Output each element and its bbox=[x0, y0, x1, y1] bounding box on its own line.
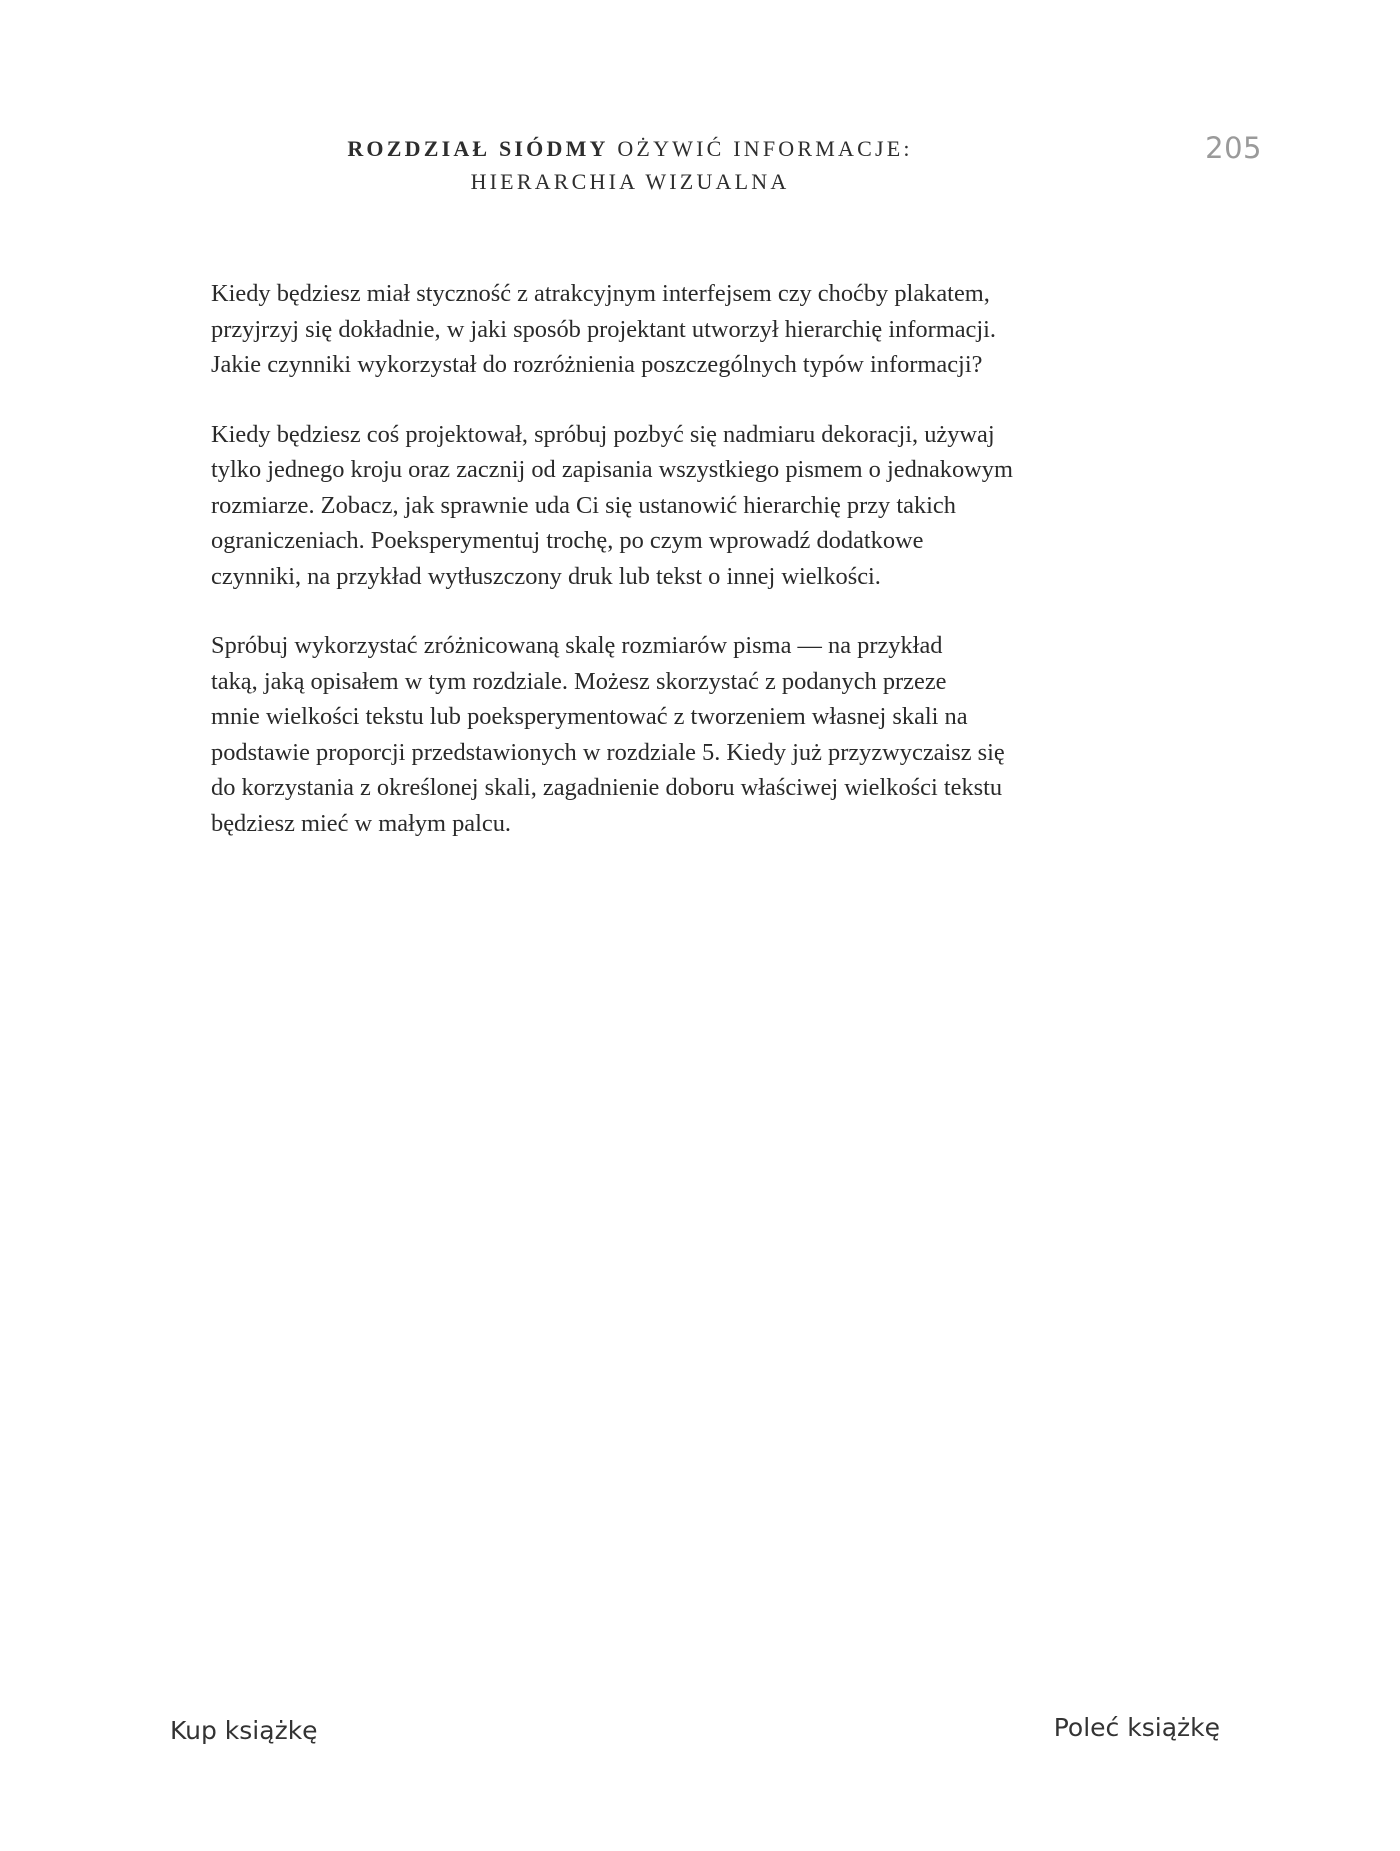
running-head bbox=[180, 132, 1080, 198]
recommend-book-link[interactable]: Poleć książkę bbox=[1053, 1713, 1220, 1742]
buy-book-link[interactable]: Kup książkę bbox=[170, 1716, 318, 1745]
paragraph: Kiedy będziesz miał styczność z atrakcyjnym interfejsem czy choćby plakatem, przyjrzyj się dokładnie, w jaki sposób projektant utworzył hierarchię informacji. Jakie czynniki wykorzystał do rozróżnienia poszczególnych typów informacji? bbox=[211, 280, 997, 378]
body-text bbox=[211, 276, 1091, 875]
paragraph: Kiedy będziesz coś projektował, spróbuj pozbyć się nadmiaru dekoracji, używaj tylko jednego kroju oraz zacznij od zapisania wszystkiego pismem o jednakowym rozmiarze. Zobacz, jak sprawnie uda Ci się ustanowić hierarchię przy takich ograniczeniach. Poeksperymentuj trochę, po czym wprowadź dodatkowe czynniki, na przykład wytłuszczony druk lub tekst o innej wielkości. bbox=[211, 420, 1013, 590]
chapter-title-line-1: OŻYWIĆ INFORMACJE: bbox=[617, 136, 913, 161]
page-number: 205 bbox=[1205, 131, 1262, 165]
chapter-title-line-2: HIERARCHIA WIZUALNA bbox=[470, 169, 790, 194]
running-head-line-1 bbox=[180, 132, 1080, 165]
paragraph: Spróbuj wykorzystać zróżnicowaną skalę rozmiarów pisma — na przykład taką, jaką opisałem w tym rozdziale. Możesz skorzystać z podanych przeze mnie wielkości tekstu lub poeksperymentować z tworzeniem własnej skali na podstawie proporcji przedstawionych w rozdziale 5. Kiedy już przyzwyczaisz się do korzystania z określonej skali, zagadnienie doboru właściwej wielkości tekstu będziesz mieć w małym palcu. bbox=[211, 632, 1005, 837]
chapter-label: ROZDZIAŁ SIÓDMY bbox=[347, 136, 609, 161]
